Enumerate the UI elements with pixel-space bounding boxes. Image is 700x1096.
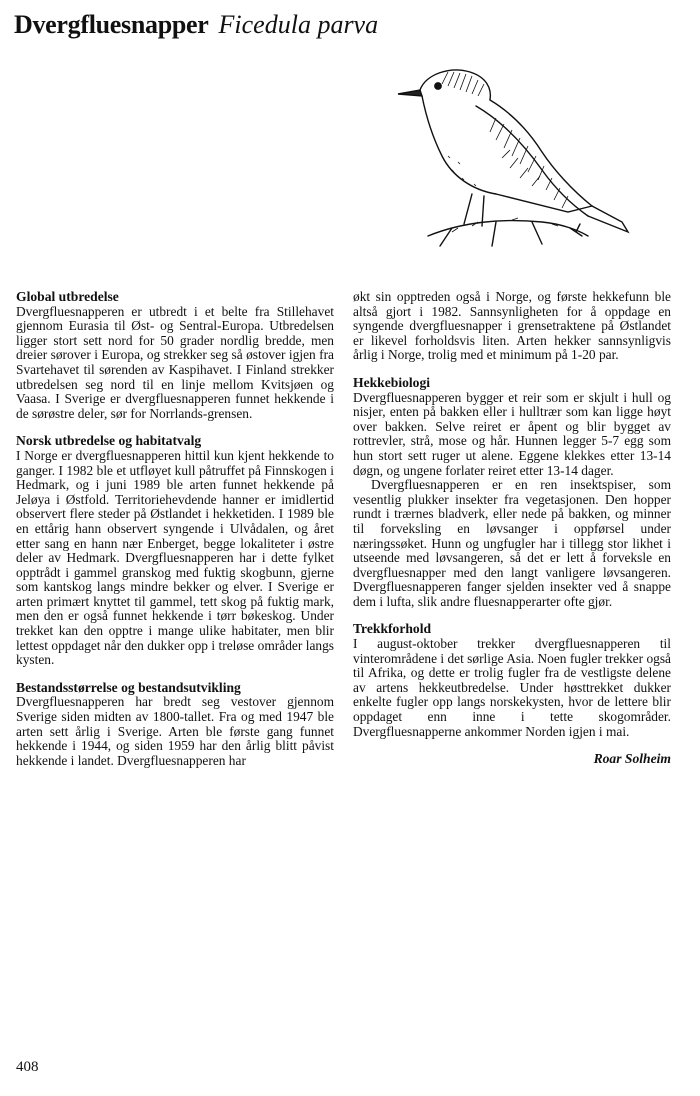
heading-global: Global utbredelse: [16, 289, 119, 304]
section-bestand-continued: [353, 290, 671, 363]
species-latin-name: Ficedula parva: [218, 10, 379, 39]
text-hekke-1: Dvergfluesnapperen bygger et reir som er skjult i hull og nisjer, enten på bakken eller i hulltrær som kan ligge høyt over bakken. Selve reiret er åpent og blir bygget av rottrevler, strå, mose og hår. Hunnen legger 5-7 egg som hun stort sett ruger ut alene. Eggene klekkes etter 13-14 døgn, og ungene forlater reiret etter 13-14 dager.: [353, 389, 671, 478]
section-global: [16, 290, 334, 421]
bird-illustration: [392, 60, 632, 260]
page-title: [14, 10, 378, 40]
left-column: [16, 290, 334, 781]
text-norsk: I Norge er dvergfluesnapperen hittil kun kjent hekkende to ganger. I 1982 ble et utfløyet kull påtruffet på Finnskogen i Hedmark, og i juni 1989 ble arten funnet hekkende på Jeløya i Østfold. Territoriehevdende hanner er imidlertid observert flere steder på Østlandet i hekketiden. I 1989 ble en ettårig hann observert syngende i Ulvådalen, og året etter sang en hann nær Enberget, begge lokaliteter i østre deler av Hedmark. Dvergfluesnapperen har i dette fylket opptrådt i gammel granskog med fuktig skogbunn, gjerne som kantskog langs mindre bekker og elver. I Sverige er arten primært knyttet til gammel, tett skog på fuktig mark, men den er også funnet hekkende i tørr bøkeskog. Under trekket kan den opptre i mange ulike habitater, men blir lettest oppdaget når den dukker opp i treløse områder langs kysten.: [16, 447, 334, 668]
text-hekke-2: Dvergfluesnapperen er en ren insektspiser, som vesentlig plukker insekter fra vegetasjonen. Den hopper rundt i trærnes bladverk, eller nede på bakken, og minner til forveksling en løvsanger i oppførsel under næringssøket. Hunn og ungfugler har i tillegg stor likhet i utseende med løvsangeren, så det er lett å forveksle en dvergfluesnapper med den langt vanligere løvsangeren. Dvergfluesnapperen fanger sjelden insekter ved å snappe dem i lufta, slik andre fluesnapperarter ofte gjør.: [353, 477, 671, 609]
section-bestand: [16, 681, 334, 769]
page-number: 408: [16, 1059, 39, 1075]
section-hekke: [353, 376, 671, 610]
heading-hekke: Hekkebiologi: [353, 374, 431, 390]
species-common-name: Dvergfluesnapper: [14, 10, 209, 39]
section-trekk: [353, 622, 671, 739]
text-bestand-continued: økt sin opptreden også i Norge, og første hekkefunn ble altså gjort i 1982. Sannsynligheten for å oppdage en syngende dvergfluesnapper i grensetraktene på Østlandet er likevel forholdsvis liten. Arten hekker sannsynligvis årlig i Norge, trolig med et minimum på 1-20 par.: [353, 289, 671, 363]
right-column: [353, 290, 671, 767]
text-bestand: Dvergfluesnapperen har bredt seg vestover gjennom Sverige siden midten av 1800-tallet. Fra og med 1947 ble arten sett årlig i Sverige. Arten ble første gang funnet hekkende i 1944, og siden 1959 har den årlig blitt påvist hekkende i landet. Dvergfluesnapperen har: [16, 694, 334, 768]
section-norsk: [16, 434, 334, 668]
heading-trekk: Trekkforhold: [353, 621, 432, 637]
heading-bestand: Bestandsstørrelse og bestandsutvikling: [16, 679, 241, 695]
author-signature: Roar Solheim: [593, 751, 671, 767]
text-global: Dvergfluesnapperen er utbredt i et belte fra Stillehavet gjennom Eurasia til Øst- og Sentral-Europa. Utbredelsen ligger stort sett nord for 50 grader nordlig bredde, men dreier sørover i Europa, og strekker seg så østover igjen fra Svartehavet til sørenden av Kaspihavet. I Finland strekker utbredelsen seg nord til en linje mellom Kvitsjøen og Vaasa. I Sverige er dvergfluesnapperen funnet hekkende i de sørøstre deler, sør for Norrlands-grensen.: [16, 303, 334, 421]
heading-norsk: Norsk utbredelse og habitatvalg: [16, 433, 202, 449]
text-trekk: I august-oktober trekker dvergfluesnapperen til vinterområdene i det sørlige Asia. Noen fugler trekker også til Afrika, og dette er trolig fugler fra de vestligste delene av artens hekkeutbredelse. Under høsttrekket dukker enkelte fugler opp langs norskekysten, hvor de lettere blir oppdaget enn inne i tette skogområder. Dvergfluesnapperne ankommer Norden igjen i mai.: [353, 636, 671, 739]
